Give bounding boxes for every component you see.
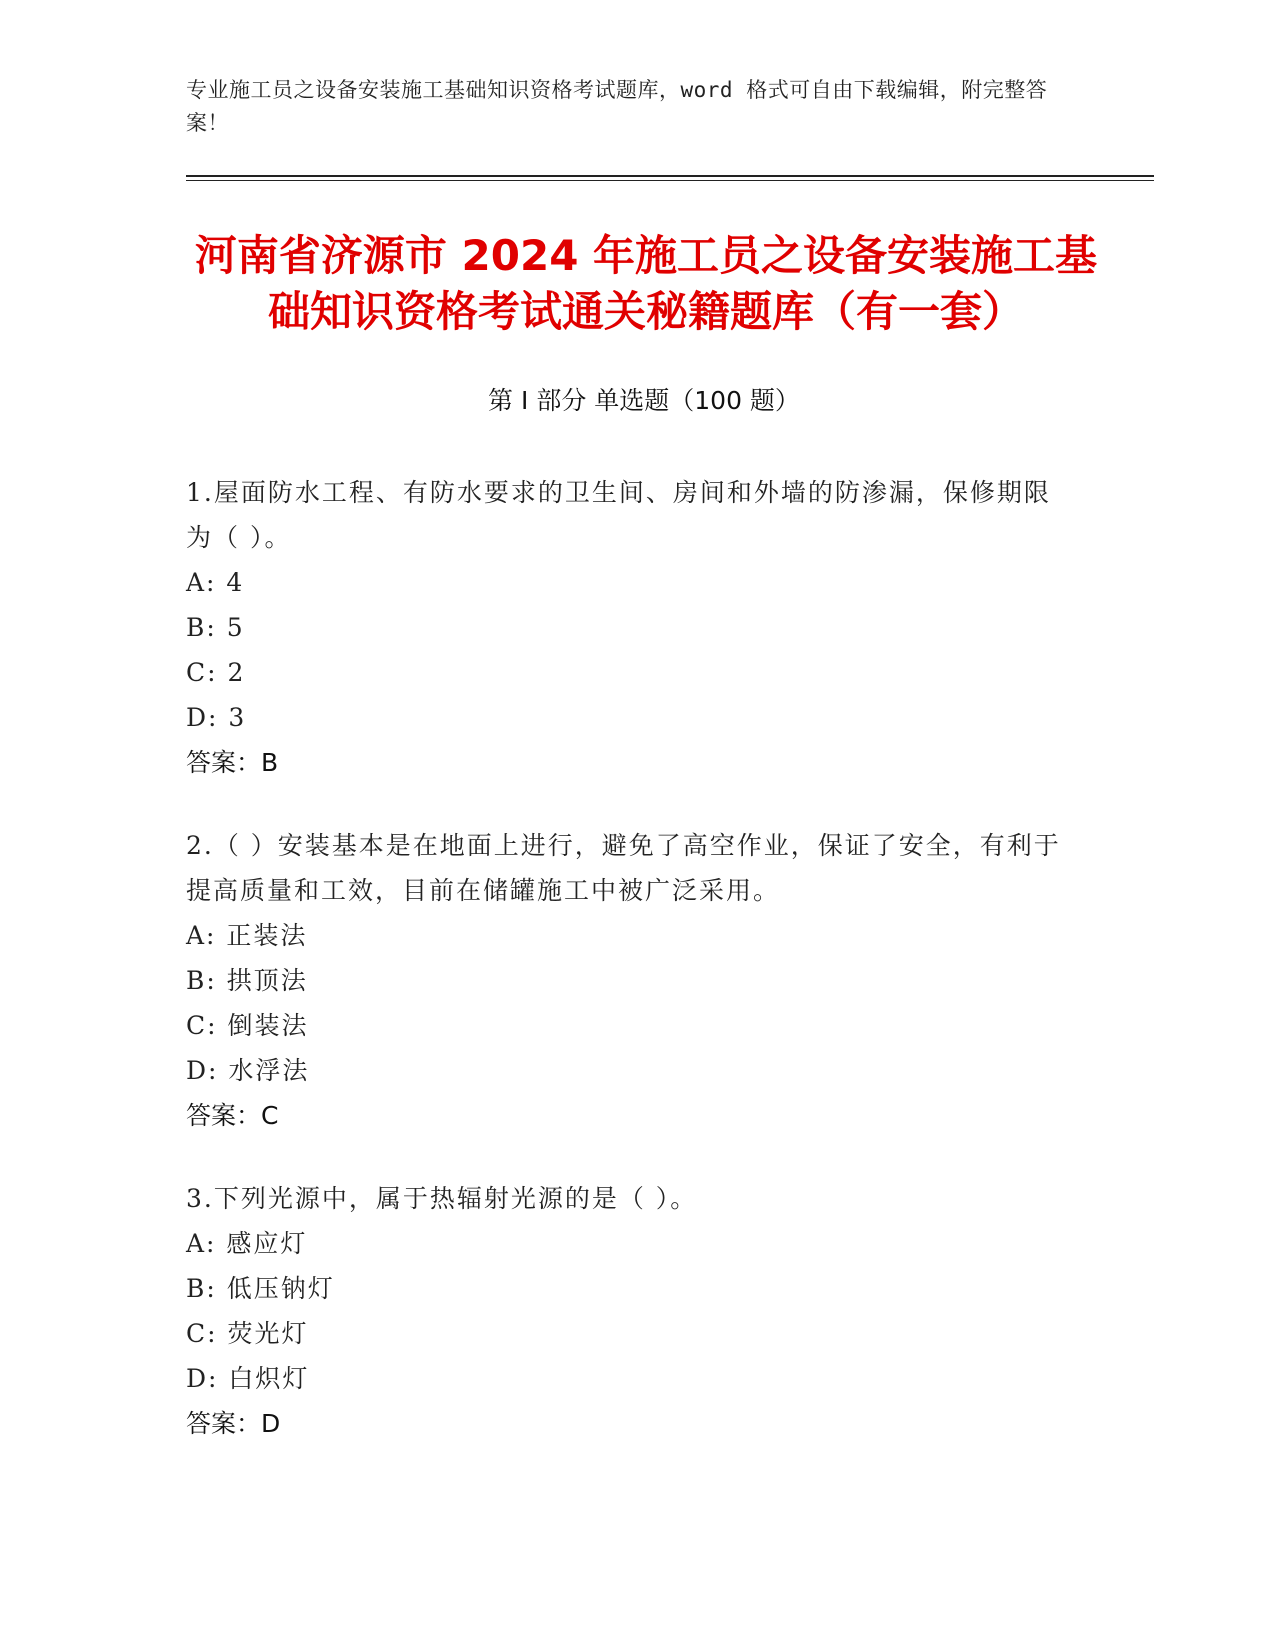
option-a: A: 感应灯: [186, 1229, 308, 1258]
question-stem: 3.下列光源中，属于热辐射光源的是（ ）。: [186, 1184, 698, 1213]
answer: 答案：D: [186, 1409, 281, 1438]
header-note: 专业施工员之设备安装施工基础知识资格考试题库，word 格式可自由下载编辑，附完整答案！: [186, 78, 1048, 135]
option-d: D: 白炽灯: [186, 1364, 310, 1393]
option-b: B: 低压钠灯: [186, 1274, 335, 1303]
option-b: B: 5: [186, 613, 245, 642]
question-stem: 1.屋面防水工程、有防水要求的卫生间、房间和外墙的防渗漏，保修期限为（ ）。: [186, 478, 1051, 552]
option-a: A: 正装法: [186, 921, 308, 950]
question-1: [186, 470, 1066, 785]
option-c: C: 荧光灯: [186, 1319, 309, 1348]
question-list: [186, 470, 1066, 1484]
answer: 答案：B: [186, 748, 279, 777]
option-c: C: 2: [186, 658, 246, 687]
section-heading: 第 I 部分 单选题（100 题）: [488, 386, 800, 415]
header-divider-thin: [186, 180, 1154, 181]
option-c: C: 倒装法: [186, 1011, 309, 1040]
option-d: D: 水浮法: [186, 1056, 310, 1085]
option-d: D: 3: [186, 703, 247, 732]
question-2: [186, 823, 1066, 1138]
question-stem: 2.（ ）安装基本是在地面上进行，避免了高空作业，保证了安全，有利于提高质量和工效，目前在储罐施工中被广泛采用。: [186, 831, 1061, 905]
answer: 答案：C: [186, 1101, 279, 1130]
option-a: A: 4: [186, 568, 245, 597]
document-title: 河南省济源市 2024 年施工员之设备安装施工基础知识资格考试通关秘籍题库（有一套）: [194, 231, 1098, 336]
header-divider-thick: [186, 175, 1154, 177]
question-3: [186, 1176, 1066, 1446]
option-b: B: 拱顶法: [186, 966, 308, 995]
